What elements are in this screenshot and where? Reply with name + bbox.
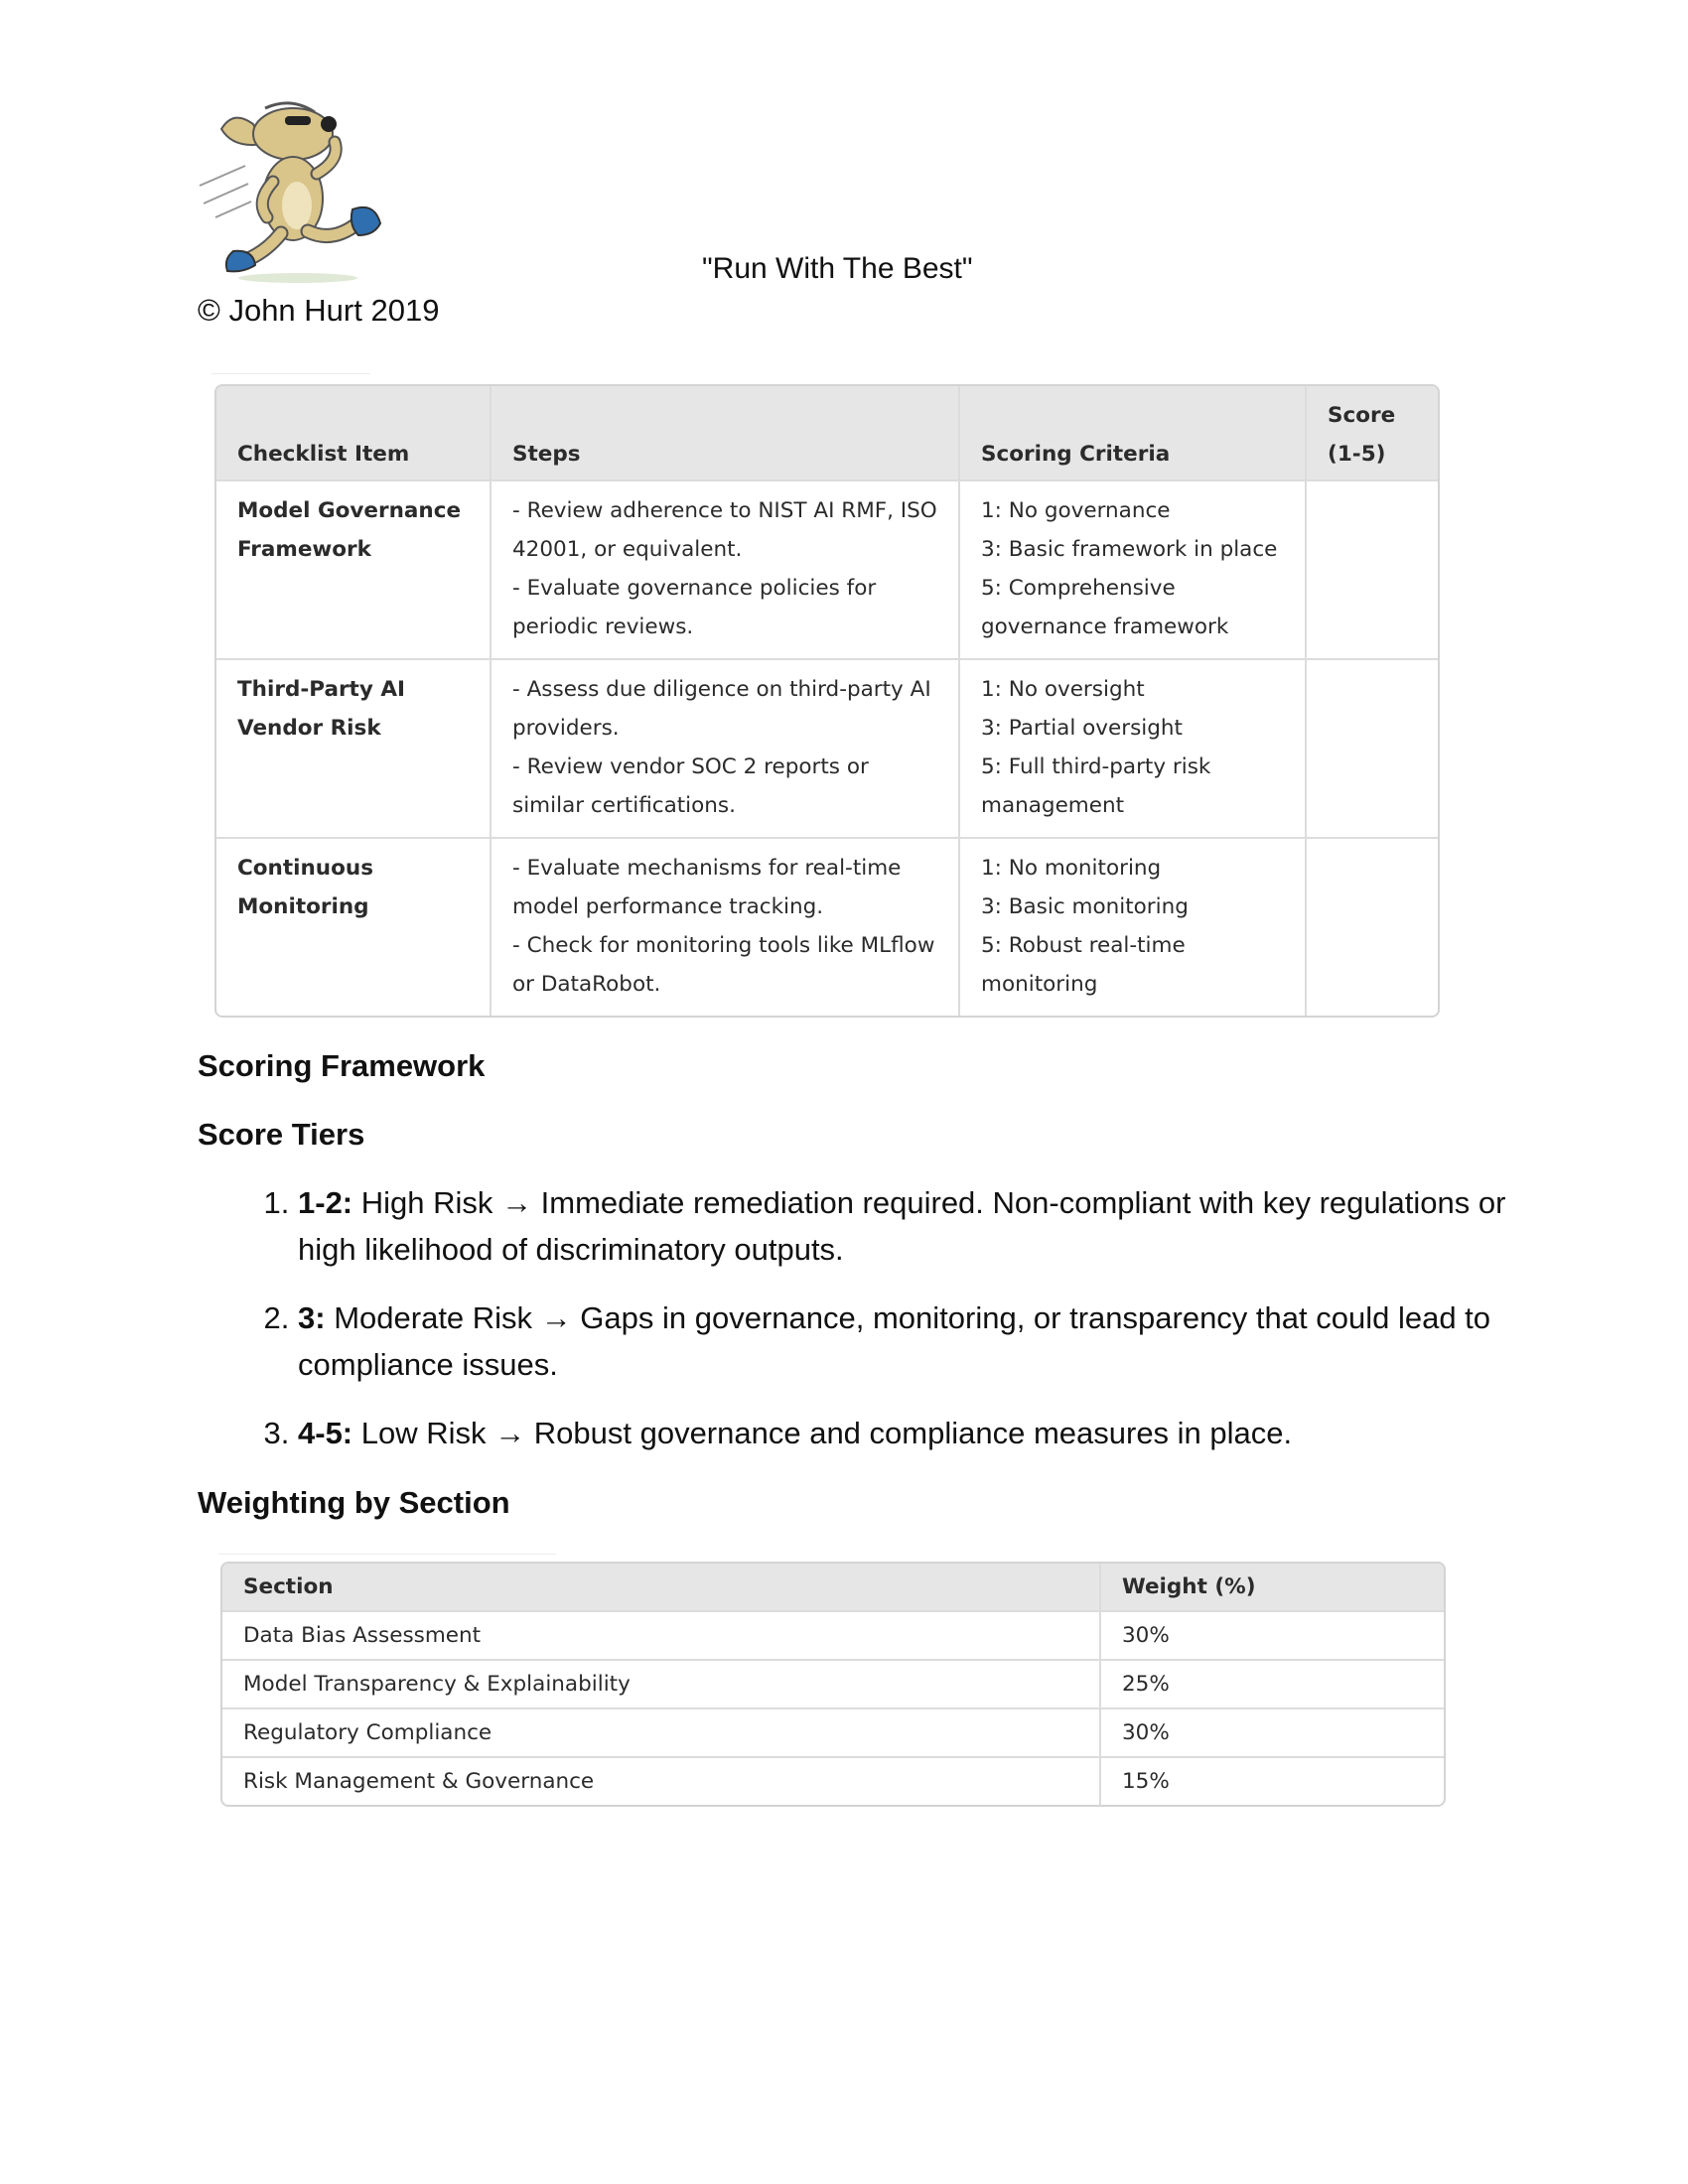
header-weight: Weight (%)	[1101, 1564, 1444, 1612]
header-checklist-item: Checklist Item	[216, 386, 492, 481]
header-score	[1307, 386, 1438, 481]
step-text: - Review vendor SOC 2 reports or similar certifications.	[512, 754, 869, 818]
score-cell	[1307, 660, 1438, 839]
criteria-text: 5: Full third-party risk management	[981, 754, 1211, 818]
section-weight: 30%	[1101, 1709, 1444, 1758]
score-cell	[1307, 481, 1438, 660]
checklist-item: Third-Party AI Vendor Risk	[216, 660, 492, 839]
step-text: - Evaluate mechanisms for real-time model performance tracking.	[512, 856, 902, 919]
tier-text: Moderate Risk → Gaps in governance, monitoring, or transparency that could lead to compliance issues.	[298, 1300, 1491, 1382]
tier-text: Low Risk → Robust governance and compliance measures in place.	[360, 1416, 1293, 1450]
running-dog-logo	[194, 94, 392, 288]
table-row	[216, 660, 1438, 839]
header-score-line: (1-5)	[1328, 442, 1386, 467]
checklist-table	[214, 384, 1440, 1018]
table-row	[216, 481, 1438, 660]
table-top-rule	[211, 373, 370, 374]
criteria-text: 3: Basic monitoring	[981, 894, 1189, 919]
tier-label: 4-5:	[298, 1416, 353, 1450]
criteria-text: 5: Comprehensive governance framework	[981, 576, 1229, 639]
section-weight: 25%	[1101, 1661, 1444, 1709]
steps-cell	[492, 660, 960, 839]
step-text: - Evaluate governance policies for periodic reviews.	[512, 576, 877, 639]
slogan: "Run With The Best"	[702, 252, 973, 285]
criteria-cell	[960, 481, 1307, 660]
checklist-item: Model Governance Framework	[216, 481, 492, 660]
section-weight: 15%	[1122, 1769, 1170, 1794]
step-text: - Assess due diligence on third-party AI providers.	[512, 677, 931, 741]
criteria-text: 1: No oversight	[981, 677, 1145, 702]
criteria-text: 5: Robust real-time monitoring	[981, 933, 1186, 997]
tier-label: 1-2:	[298, 1185, 353, 1220]
checklist-item: Continuous Monitoring	[216, 839, 492, 1016]
scoring-framework-heading: Scoring Framework	[198, 1048, 486, 1083]
header-scoring-criteria: Scoring Criteria	[960, 386, 1307, 481]
list-item	[298, 1295, 1549, 1388]
table-row	[216, 839, 1438, 1016]
steps-cell	[492, 481, 960, 660]
step-text: - Check for monitoring tools like MLflow or DataRobot.	[512, 933, 935, 997]
copyright-notice: © John Hurt 2019	[198, 293, 440, 328]
weighting-heading: Weighting by Section	[198, 1485, 510, 1520]
tier-text: High Risk → Immediate remediation required. Non-compliant with key regulations or high likelihood of discriminatory outputs.	[298, 1185, 1506, 1267]
section-weight: 30%	[1101, 1612, 1444, 1661]
section-name: Model Transparency & Explainability	[222, 1661, 1101, 1709]
list-item	[298, 1179, 1549, 1273]
steps-cell	[492, 839, 960, 1016]
section-name: Regulatory Compliance	[222, 1709, 1101, 1758]
checklist-header-row	[216, 386, 1438, 481]
header-steps: Steps	[492, 386, 960, 481]
criteria-text: 1: No governance	[981, 498, 1171, 523]
criteria-cell	[960, 839, 1307, 1016]
header-score-line: Score	[1328, 403, 1396, 428]
step-text: - Review adherence to NIST AI RMF, ISO 42001, or equivalent.	[512, 498, 937, 562]
table-row	[222, 1612, 1444, 1661]
header-section: Section	[222, 1564, 1101, 1612]
score-cell	[1307, 839, 1438, 1016]
table-row	[222, 1758, 1444, 1805]
criteria-text: 3: Partial oversight	[981, 716, 1183, 741]
tier-label: 3:	[298, 1300, 326, 1335]
score-tiers-list	[248, 1179, 1549, 1478]
section-name: Data Bias Assessment	[222, 1612, 1101, 1661]
table-row	[222, 1661, 1444, 1709]
criteria-cell	[960, 660, 1307, 839]
score-tiers-heading: Score Tiers	[198, 1117, 365, 1152]
weighting-table	[220, 1562, 1446, 1807]
section-name: Risk Management & Governance	[222, 1758, 1101, 1805]
weights-header-row	[222, 1564, 1444, 1612]
list-item	[298, 1410, 1549, 1456]
criteria-text: 1: No monitoring	[981, 856, 1162, 881]
table-top-rule	[218, 1554, 556, 1555]
table-row	[222, 1709, 1444, 1758]
criteria-text: 3: Basic framework in place	[981, 537, 1278, 562]
